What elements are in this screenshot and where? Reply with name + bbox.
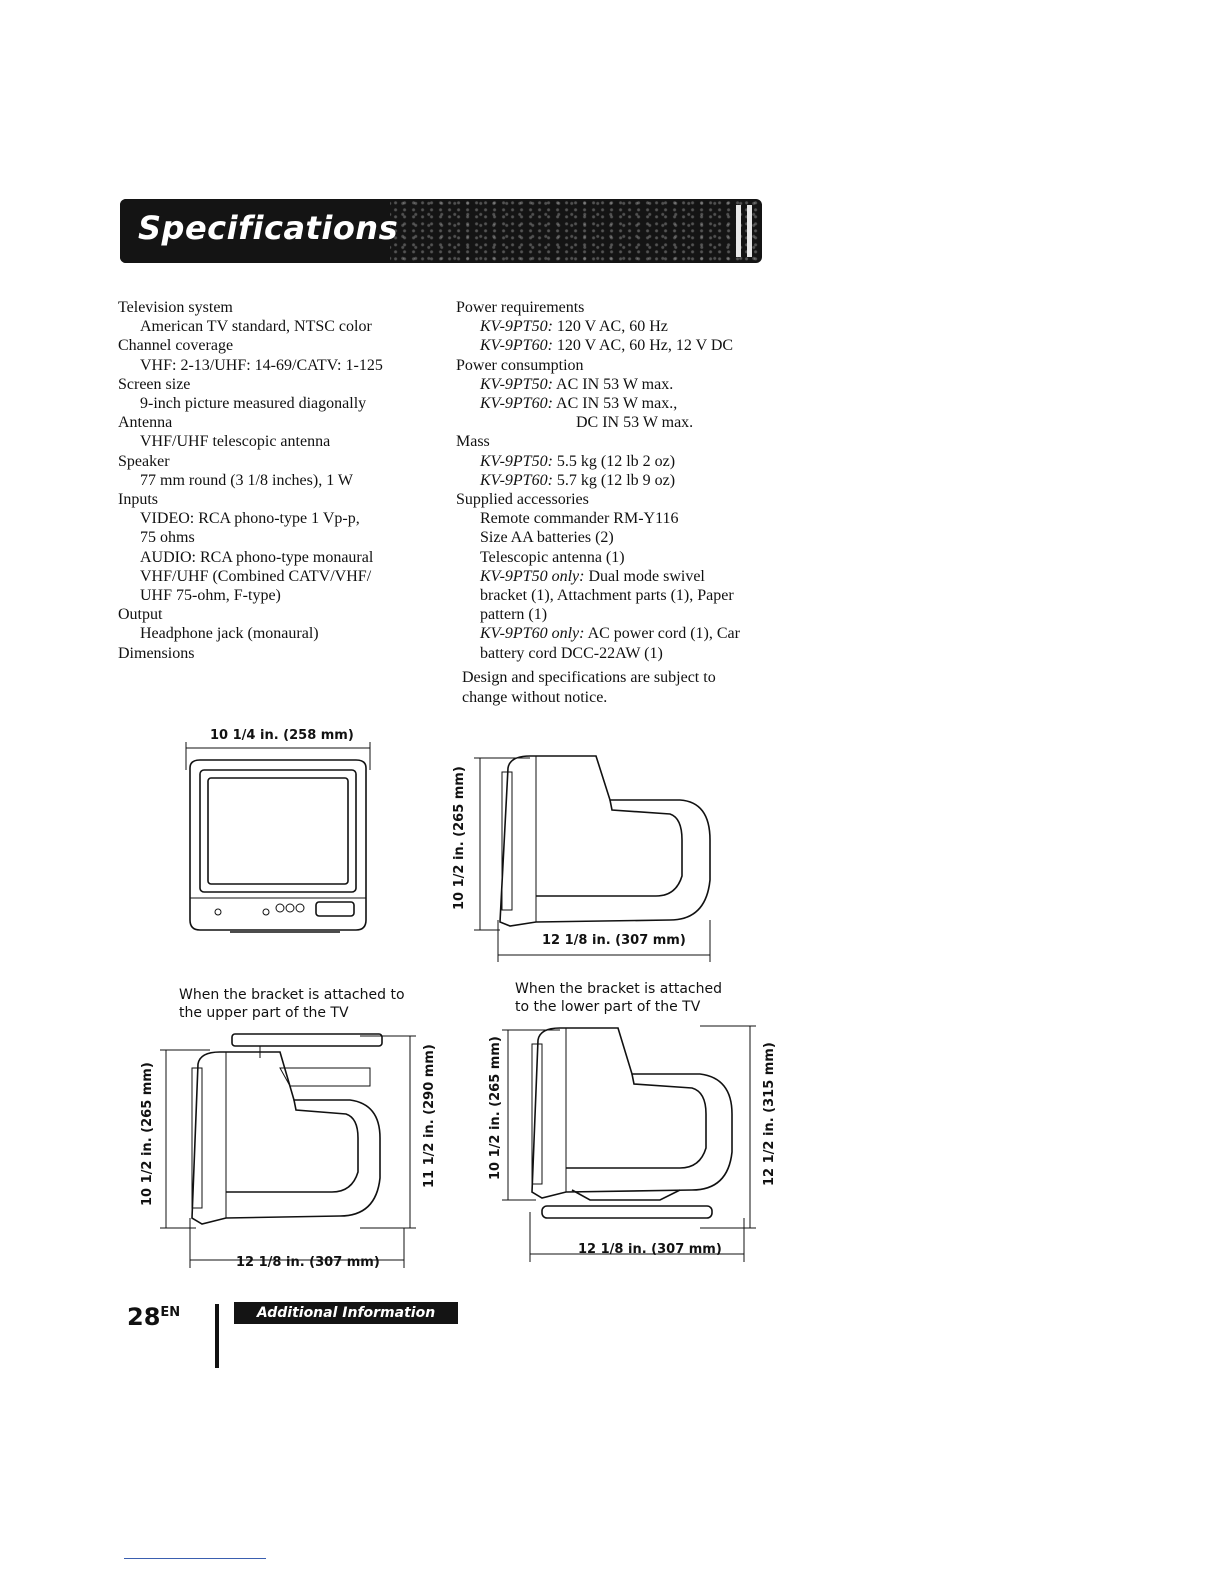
spec-text: Power requirements [456, 299, 585, 316]
spec-text: pattern (1) [480, 606, 548, 624]
page-number: $28^{EN}$ [127, 1303, 181, 1331]
side-depth-label: 12 1/8 in. (307 mm) [542, 933, 686, 948]
spec-text: Channel coverage [118, 337, 234, 355]
right-line [456, 605, 740, 624]
spec-text: AC IN 53 W max. [556, 375, 674, 393]
spec-text: 120 V AC, 60 Hz, 12 V DC [556, 337, 734, 355]
model-label: KV-9PT60: [480, 471, 553, 489]
spec-text: VHF/UHF (Combined CATV/VHF/ [140, 567, 372, 585]
specs-notice: Design and specifications are subject to change without notice. [462, 669, 716, 706]
spec-text: VHF: 2-13/UHF: 14-69/CATV: 1-125 [140, 356, 383, 374]
spec-text: AC IN 53 W max., [556, 395, 678, 413]
right-line [456, 375, 740, 394]
spec-text: Telescopic antenna (1) [480, 548, 625, 566]
left-line [118, 509, 383, 528]
page-number-suffix: EN [160, 1305, 181, 1320]
section-banner [120, 199, 762, 263]
left-line [118, 644, 383, 663]
right-line [456, 548, 740, 567]
model-label: KV-9PT60 only: [480, 625, 585, 643]
spec-text: Screen size [118, 375, 191, 393]
spec-text: Remote commander RM-Y116 [480, 510, 679, 528]
model-label: KV-9PT50: [480, 452, 553, 470]
upper-bracket-caption: When the bracket is attached to the upper part of the TV [179, 987, 405, 1021]
side-height-label: 10 1/2 in. (265 mm) [452, 766, 467, 910]
tv-bracket-upper-diagram [160, 1028, 420, 1278]
tv-side-diagram [470, 750, 730, 970]
upper-depth-label: 12 1/8 in. (307 mm) [236, 1255, 380, 1270]
tv-front-diagram [170, 740, 390, 940]
section-tab: Additional Information [234, 1302, 458, 1324]
model-label: KV-9PT60: [480, 337, 553, 355]
right-line [456, 317, 740, 336]
right-line [456, 432, 740, 451]
right-line [456, 490, 740, 509]
left-line [118, 432, 383, 451]
left-line [118, 356, 383, 375]
left-line [118, 567, 383, 586]
spec-text: 9-inch picture measured diagonally [140, 395, 367, 413]
spec-text: Mass [456, 433, 490, 451]
spec-text: Television system [118, 299, 233, 316]
lower-height-right-label: 12 1/2 in. (315 mm) [762, 1042, 777, 1186]
page-title: Specifications [138, 209, 399, 247]
spec-text: 120 V AC, 60 Hz [556, 318, 668, 336]
spec-text: Dimensions [118, 644, 195, 662]
spec-text: Supplied accessories [456, 491, 589, 509]
left-line [118, 336, 383, 355]
left-line [118, 317, 383, 336]
right-line [456, 471, 740, 490]
right-line [456, 624, 740, 643]
spec-text: 5.5 kg (12 lb 2 oz) [556, 452, 676, 470]
spec-text: DC IN 53 W max. [576, 414, 694, 432]
left-line [118, 490, 383, 509]
spec-text: Inputs [118, 491, 158, 509]
spec-text: Size AA batteries (2) [480, 529, 614, 547]
right-line [456, 586, 740, 605]
right-line [456, 567, 740, 586]
spec-column-right [456, 298, 740, 663]
spec-column-left [118, 298, 383, 663]
tv-bracket-lower-diagram [500, 1022, 762, 1272]
right-line [456, 509, 740, 528]
spec-text: AC power cord (1), Car [587, 625, 740, 643]
spec-text: bracket (1), Attachment parts (1), Paper [480, 587, 734, 605]
right-line [456, 394, 740, 413]
left-line [118, 471, 383, 490]
model-label: KV-9PT50: [480, 375, 553, 393]
spec-text: Dual mode swivel [588, 567, 705, 585]
lower-height-left-label: 10 1/2 in. (265 mm) [488, 1036, 503, 1180]
spec-text: Output [118, 606, 163, 624]
model-label: KV-9PT60: [480, 395, 553, 413]
banner-bars [736, 205, 752, 257]
left-line [118, 298, 383, 317]
right-line [456, 298, 740, 317]
model-label: KV-9PT50: [480, 318, 553, 336]
right-line [456, 528, 740, 547]
bottom-rule [124, 1558, 266, 1559]
left-line [118, 548, 383, 567]
spec-text: 77 mm round (3 1/8 inches), 1 W [140, 471, 354, 489]
right-line [456, 644, 740, 663]
spec-text: battery cord DCC-22AW (1) [480, 644, 663, 662]
spec-text: Headphone jack (monaural) [140, 625, 319, 643]
spec-text: 5.7 kg (12 lb 9 oz) [556, 471, 676, 489]
lower-bracket-caption: When the bracket is attached to the lower part of the TV [515, 981, 722, 1015]
left-line [118, 375, 383, 394]
right-line [456, 336, 740, 355]
right-line [456, 356, 740, 375]
right-line [456, 452, 740, 471]
left-line [118, 413, 383, 432]
spec-text: AUDIO: RCA phono-type monaural [140, 548, 374, 566]
left-line [118, 452, 383, 471]
spec-text: Speaker [118, 452, 170, 470]
spec-text: UHF 75-ohm, F-type) [140, 587, 281, 605]
upper-height-right-label: 11 1/2 in. (290 mm) [422, 1044, 437, 1188]
left-line [118, 586, 383, 605]
left-line [118, 394, 383, 413]
left-line [118, 624, 383, 643]
spec-text: VHF/UHF telescopic antenna [140, 433, 331, 451]
front-width-label: 10 1/4 in. (258 mm) [210, 728, 354, 743]
left-line [118, 605, 383, 624]
spec-text: Antenna [118, 414, 173, 432]
upper-height-left-label: 10 1/2 in. (265 mm) [140, 1062, 155, 1206]
left-line [118, 528, 383, 547]
right-line [456, 413, 740, 432]
spec-text: VIDEO: RCA phono-type 1 Vp-p, [140, 510, 360, 528]
spec-text: American TV standard, NTSC color [140, 318, 372, 336]
spec-text: Power consumption [456, 356, 584, 374]
lower-depth-label: 12 1/8 in. (307 mm) [578, 1242, 722, 1257]
model-label: KV-9PT50 only: [480, 567, 585, 585]
footer-divider [215, 1304, 219, 1368]
spec-text: 75 ohms [140, 529, 195, 547]
